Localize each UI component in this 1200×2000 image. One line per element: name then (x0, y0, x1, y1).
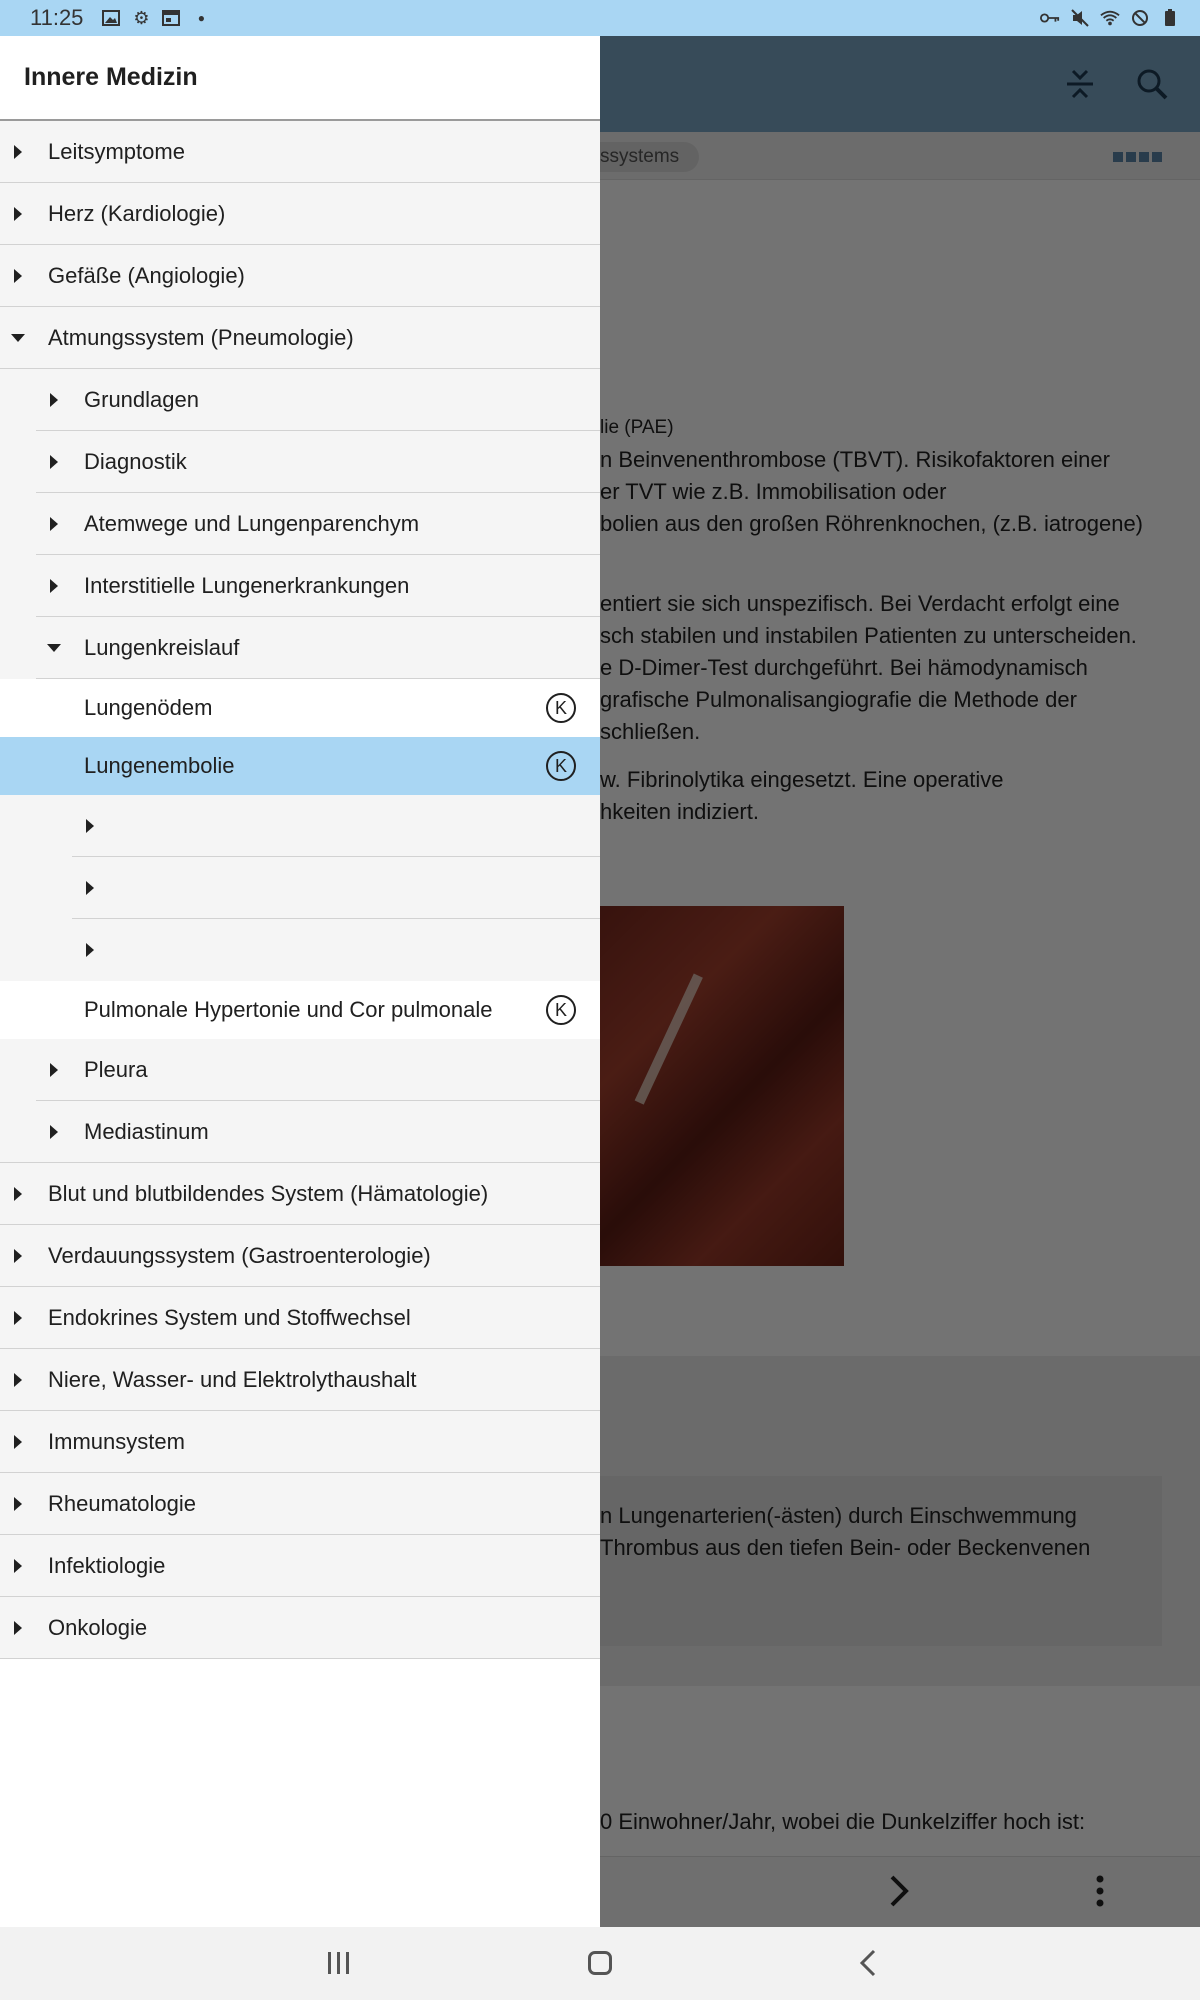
expand-arrow-icon (14, 1373, 22, 1387)
status-right-icons (1040, 8, 1180, 28)
k-badge-icon: K (546, 995, 576, 1025)
drawer-header (0, 36, 600, 121)
tree-item[interactable] (0, 1163, 600, 1225)
expand-arrow-icon (86, 943, 94, 957)
tree-item[interactable] (0, 1225, 600, 1287)
tree-item-label: Infektiologie (48, 1553, 166, 1578)
tree-item-label: Gefäße (Angiologie) (48, 263, 245, 288)
expand-arrow-icon (14, 1435, 22, 1449)
image-icon (101, 8, 121, 28)
tree-item[interactable] (0, 369, 600, 431)
tree-item[interactable] (0, 493, 600, 555)
article-item-pulmonale-hypertonie[interactable] (0, 981, 600, 1039)
collapse-arrow-icon (11, 334, 25, 342)
tree-item[interactable] (0, 245, 600, 307)
tree-item[interactable] (0, 431, 600, 493)
tree-item-label: Leitsymptome (48, 139, 185, 164)
article-item-label: Lungenödem (84, 695, 213, 720)
back-button[interactable] (850, 1945, 886, 1981)
expand-arrow-icon (14, 1311, 22, 1325)
status-time: 11:25 (30, 5, 84, 30)
expand-arrow-icon (14, 207, 22, 221)
tree-item[interactable] (0, 1411, 600, 1473)
expand-arrow-icon (14, 1187, 22, 1201)
calendar-icon (161, 8, 181, 28)
tree-item-label: Pleura (84, 1057, 148, 1082)
tree-item[interactable] (0, 1473, 600, 1535)
expand-arrow-icon (50, 517, 58, 531)
tree-item[interactable] (0, 1535, 600, 1597)
tree-item-expanded[interactable] (0, 307, 600, 369)
expand-arrow-icon (86, 881, 94, 895)
tree-item-label: Endokrines System und Stoffwechsel (48, 1305, 411, 1330)
expand-arrow-icon (50, 1063, 58, 1077)
expand-arrow-icon (50, 455, 58, 469)
status-bar (0, 0, 1200, 36)
drawer-title: Innere Medizin (24, 63, 198, 91)
k-badge-icon: K (546, 693, 576, 723)
wifi-icon (1100, 8, 1120, 28)
settings-icon: ⚙ (133, 7, 150, 28)
expand-arrow-icon (14, 145, 22, 159)
expand-arrow-icon (50, 1125, 58, 1139)
expand-arrow-icon (14, 1249, 22, 1263)
tree-item-label: Mediastinum (84, 1119, 209, 1144)
sub-item[interactable] (0, 857, 600, 919)
expand-arrow-icon (50, 579, 58, 593)
home-button[interactable] (586, 1945, 614, 1981)
tree-item-label: Lungenkreislauf (84, 635, 240, 660)
article-item-lungenoedem[interactable] (0, 679, 600, 737)
expand-arrow-icon (14, 1621, 22, 1635)
tree-item[interactable] (0, 121, 600, 183)
key-icon (1040, 8, 1060, 28)
tree-item-label: Blut und blutbildendes System (Hämatologie) (48, 1181, 489, 1206)
collapse-arrow-icon (47, 644, 61, 652)
mute-icon (1070, 8, 1090, 28)
battery-icon (1160, 8, 1180, 28)
tree-item-label: Immunsystem (48, 1429, 185, 1454)
tree-item[interactable] (0, 1101, 600, 1163)
article-item-label: Lungenembolie (84, 753, 235, 778)
expand-arrow-icon (14, 1559, 22, 1573)
tree-item[interactable] (0, 555, 600, 617)
system-nav-bar (0, 1927, 1200, 2000)
dot-icon: ● (197, 11, 206, 25)
expand-arrow-icon (50, 393, 58, 407)
sub-item[interactable] (0, 919, 600, 981)
status-left-icons (101, 8, 211, 28)
tree-item-expanded[interactable] (0, 617, 600, 679)
topic-tree (0, 121, 600, 1659)
article-item-lungenembolie-selected[interactable] (0, 737, 600, 795)
block-icon (1130, 8, 1150, 28)
tree-item-label: Grundlagen (84, 387, 199, 412)
article-item-label: Pulmonale Hypertonie und Cor pulmonale (84, 997, 493, 1022)
tree-item[interactable] (0, 1039, 600, 1101)
expand-arrow-icon (86, 819, 94, 833)
expand-arrow-icon (14, 1497, 22, 1511)
tree-item[interactable] (0, 1597, 600, 1659)
tree-item[interactable] (0, 1287, 600, 1349)
tree-item-label: Atemwege und Lungenparenchym (84, 511, 420, 536)
tree-item-label: Herz (Kardiologie) (48, 201, 226, 226)
tree-item[interactable] (0, 1349, 600, 1411)
expand-arrow-icon (14, 269, 22, 283)
navigation-drawer (0, 36, 600, 1927)
k-badge-icon: K (546, 751, 576, 781)
tree-item-label: Interstitielle Lungenerkrankungen (84, 573, 410, 598)
tree-item-label: Rheumatologie (48, 1491, 196, 1516)
sub-item[interactable] (0, 795, 600, 857)
tree-item-label: Niere, Wasser- und Elektrolythaushalt (48, 1367, 417, 1392)
tree-item-label: Onkologie (48, 1615, 148, 1640)
tree-item-label: Diagnostik (84, 449, 187, 474)
tree-item[interactable] (0, 183, 600, 245)
recents-button[interactable] (320, 1945, 356, 1981)
tree-item-label: Atmungssystem (Pneumologie) (48, 325, 354, 350)
back-icon (858, 1948, 878, 1978)
tree-item-label: Verdauungssystem (Gastroenterologie) (48, 1243, 431, 1268)
